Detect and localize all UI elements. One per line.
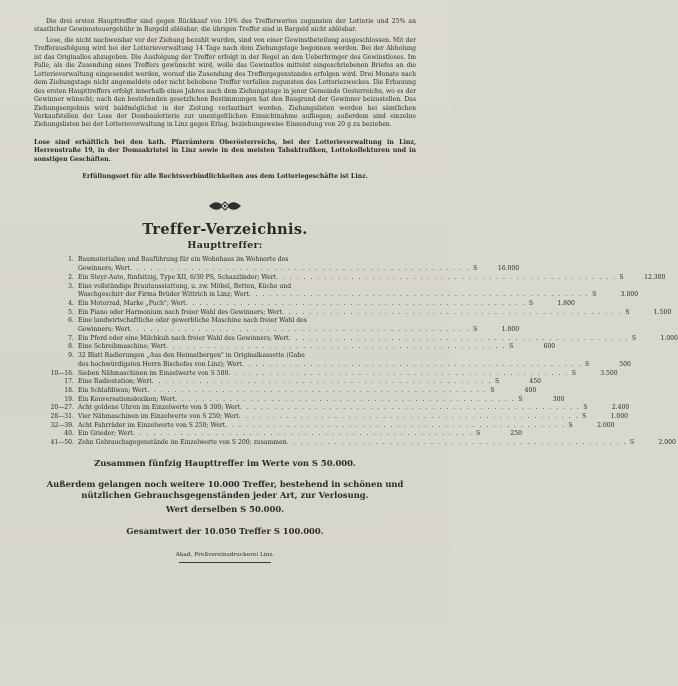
currency-symbol: S bbox=[490, 386, 495, 394]
prize-description bbox=[78, 430, 473, 439]
dot-leader: . . . . . . . . . . . . . . . . . . . . . . . . . . . . . . . . . . . . . . . . . . . . . . . . . . bbox=[129, 326, 471, 334]
prize-row bbox=[34, 343, 556, 352]
dot-leader: . . . . . . . . . . . . . . . . . . . . . . . . . . . . . . . . . . . . . . . . . . . . . . . . . . bbox=[248, 291, 590, 299]
prize-number: 1. bbox=[68, 256, 74, 264]
prize-description-line: Baumaterialien und Bauführung für ein Wohnhaus im Wohnorte des bbox=[78, 256, 289, 264]
prize-amount: 2.400 bbox=[611, 404, 630, 412]
dot-leader: . . . . . . . . . . . . . . . . . . . . . . . . . . . . . . . . . . . . . . . . . . . . . . . . . . bbox=[165, 343, 507, 351]
prize-description bbox=[78, 300, 526, 309]
prize-number: 17. bbox=[64, 378, 74, 386]
prize-row bbox=[34, 334, 678, 344]
currency-symbol: S bbox=[518, 395, 523, 403]
prize-description bbox=[78, 309, 622, 318]
prize-row bbox=[34, 378, 541, 387]
dot-leader: . . . . . . . . . . . . . . . . . . . . . . . . . . . . . . . . . . . . . . . . . . . . . . . . . . bbox=[225, 421, 566, 429]
additional-prizes-note: Außerdem gelangen noch weitere 10.000 Treffer, bestehend in schönen und nützlichen Gebrauchsgegenständen jeder Art, zur Verlosung. bbox=[46, 478, 404, 500]
prize-number: 10—16. bbox=[50, 369, 74, 377]
prize-description-line: Acht goldene Uhren im Einzelwerte von S 300; Wert bbox=[78, 404, 240, 412]
prize-row bbox=[34, 439, 676, 448]
prize-description-line: Ein Schlafdiwan; Wert bbox=[78, 386, 147, 394]
prize-description bbox=[78, 378, 492, 387]
dot-leader: . . . . . . . . . . . . . . . . . . . . . . . . . . . . . . . . . . . . . . . . . . . . . . . . . . bbox=[129, 265, 471, 273]
prize-amount: 12.300 bbox=[644, 273, 666, 281]
dot-leader: . . . . . . . . . . . . . . . . . . . . . . . . . . . . . . . . . . . . . . . . . . . . . . . . . . bbox=[185, 299, 526, 307]
dot-leader: . . . . . . . . . . . . . . . . . . . . . . . . . . . . . . . . . . . . . . . . . . . . . . . . . . bbox=[276, 273, 617, 281]
prize-description-line: Ein Motorrad, Marke „Puch"; Wert bbox=[78, 299, 186, 307]
prize-description-line: Vier Nähmaschinen im Einzelwerte von S 250; Wert bbox=[78, 413, 239, 421]
currency-symbol: S bbox=[494, 378, 500, 386]
prize-description-line: Acht Fahrräder im Einzelwerte von S 250; Wert bbox=[78, 421, 226, 429]
prize-amount: 16.000 bbox=[497, 265, 520, 273]
prize-row bbox=[34, 413, 629, 422]
fleuron-icon bbox=[34, 197, 416, 209]
dot-leader: . . . . . . . . . . . . . . . . . . . . . . . . . . . . . . . . . . . . . . . . . . . . . . . . . . bbox=[286, 439, 627, 447]
prize-amount: 450 bbox=[529, 378, 541, 386]
currency-symbol: S bbox=[571, 369, 576, 377]
prize-row bbox=[34, 317, 520, 334]
currency-symbol: S bbox=[473, 265, 478, 273]
prize-description bbox=[78, 343, 506, 352]
prize-description-line: des hochwürdigsten Herrn Bischofes von Linz); Wert bbox=[78, 360, 242, 368]
dot-leader: . . . . . . . . . . . . . . . . . . . . . . . . . . . . . . . . . . . . . . . . . . . . . . . . . . bbox=[281, 308, 623, 316]
dot-leader: . . . . . . . . . . . . . . . . . . . . . . . . . . . . . . . . . . . . . . . . . . . . . . . . . . bbox=[239, 404, 581, 412]
prize-amount: 3.000 bbox=[620, 291, 639, 299]
dot-leader: . . . . . . . . . . . . . . . . . . . . . . . . . . . . . . . . . . . . . . . . . . . . . . . . . . bbox=[238, 413, 580, 421]
prize-description-line: Ein Konversationslexikon; Wert bbox=[78, 395, 176, 403]
prize-row bbox=[34, 421, 615, 431]
currency-symbol: S bbox=[473, 326, 478, 334]
prize-description bbox=[78, 439, 627, 448]
dot-leader: . . . . . . . . . . . . . . . . . . . . . . . . . . . . . . . . . . . . . . . . . . . . . . . . . . bbox=[132, 430, 474, 438]
jurisdiction-note: Erfüllungsort für alle Rechtsverbindlichkeiten aus dem Lotteriegeschäfte ist Linz. bbox=[82, 173, 368, 181]
prize-row bbox=[34, 282, 639, 300]
prize-number: 7. bbox=[68, 334, 74, 342]
printer-imprint: Akad. Preßvereinsdruckerei Linz. bbox=[175, 551, 275, 558]
prize-description bbox=[78, 387, 487, 396]
currency-symbol: S bbox=[592, 291, 597, 299]
prize-description bbox=[78, 256, 470, 273]
prize-list-title: Treffer-Verzeichnis. bbox=[142, 221, 308, 239]
dot-leader: . . . . . . . . . . . . . . . . . . . . . . . . . . . . . . . . . . . . . . . . . . . . . . . . . . bbox=[288, 334, 629, 342]
additional-prizes-value: Wert derselben S 50.000. bbox=[165, 503, 285, 514]
prize-amount: 500 bbox=[619, 360, 631, 368]
prize-amount: 2.000 bbox=[597, 421, 615, 429]
prize-description-line: Gewinners; Wert bbox=[78, 265, 130, 273]
prize-row bbox=[34, 369, 618, 379]
prize-amount: 1.000 bbox=[610, 413, 629, 421]
dot-leader: . . . . . . . . . . . . . . . . . . . . . . . . . . . . . . . . . . . . . . . . . . . . . . . . . . bbox=[151, 378, 492, 386]
dot-leader: . . . . . . . . . . . . . . . . . . . . . . . . . . . . . . . . . . . . . . . . . . . . . . . . . . bbox=[241, 360, 582, 368]
prize-description bbox=[78, 422, 566, 431]
prize-row bbox=[34, 256, 520, 273]
dot-leader: . . . . . . . . . . . . . . . . . . . . . . . . . . . . . . . . . . . . . . . . . . . . . . . . . . bbox=[228, 369, 569, 377]
currency-symbol: S bbox=[568, 421, 573, 429]
prize-number: 4. bbox=[68, 299, 74, 307]
prize-description-line: Eine Schreibmaschine; Wert bbox=[78, 343, 166, 351]
prize-amount: 1.000 bbox=[501, 326, 520, 334]
bottom-rule bbox=[179, 562, 271, 563]
prize-number: 41—50. bbox=[50, 439, 74, 447]
currency-symbol: S bbox=[583, 404, 588, 412]
main-prizes-summary: Zusammen fünfzig Haupttreffer im Werte von S 50.000. bbox=[94, 457, 356, 468]
prize-description-line: Gewinners; Wert bbox=[78, 326, 130, 334]
prize-number: 18. bbox=[64, 386, 74, 394]
currency-symbol: S bbox=[619, 273, 624, 281]
prize-row bbox=[34, 299, 575, 309]
prize-row bbox=[34, 273, 666, 283]
currency-symbol: S bbox=[582, 413, 587, 421]
prize-number: 3. bbox=[68, 282, 74, 290]
prize-number: 19. bbox=[64, 395, 74, 403]
prize-row bbox=[34, 386, 537, 396]
prize-description-line: Waschgeschirr der Firma Brüder Wittrich in Linz; Wert bbox=[78, 291, 249, 299]
prize-description-line: Ein Steyr-Auto, fünfsitzig, Type XII, 6/30 PS, Schazzlinder; Wert bbox=[78, 273, 277, 281]
prize-amount: 250 bbox=[510, 430, 523, 438]
prize-description bbox=[78, 352, 582, 369]
prize-description-line: Ein Pferd oder eine Milchkuh nach freier Wahl des Gewinners; Wert bbox=[78, 334, 289, 342]
prize-list bbox=[34, 256, 678, 447]
prize-description bbox=[78, 413, 579, 422]
dot-leader: . . . . . . . . . . . . . . . . . . . . . . . . . . . . . . . . . . . . . . . . . . . . . . . . . . bbox=[146, 386, 488, 394]
dot-leader: . . . . . . . . . . . . . . . . . . . . . . . . . . . . . . . . . . . . . . . . . . . . . . . . . . bbox=[175, 395, 516, 403]
prize-description bbox=[78, 370, 569, 379]
prize-row bbox=[34, 404, 630, 413]
prize-description bbox=[78, 317, 470, 334]
prize-description bbox=[78, 404, 580, 413]
prize-description-line: Ein Piano oder Harmonium nach freier Wahl des Gewinners; Wert bbox=[78, 308, 282, 316]
currency-symbol: S bbox=[631, 334, 637, 342]
prize-number: 20—27. bbox=[50, 404, 74, 412]
currency-symbol: S bbox=[584, 360, 590, 368]
prize-description-line: Eine vollständige Brautausstattung, u. zw. Möbel, Betten, Küche und bbox=[78, 282, 292, 290]
prize-description-line: Eine landwirtschaftliche oder gewerbliche Maschine nach freier Wahl des bbox=[78, 317, 307, 325]
currency-symbol: S bbox=[509, 343, 514, 351]
prize-row bbox=[34, 308, 672, 318]
currency-symbol: S bbox=[528, 299, 534, 307]
prize-row bbox=[34, 352, 631, 369]
main-prizes-heading: Haupttreffer: bbox=[187, 240, 263, 252]
prize-description bbox=[78, 274, 616, 283]
prize-description-line: Sieben Nähmaschinen im Einzelwerte von S 500 bbox=[78, 369, 229, 377]
prize-amount: 1.500 bbox=[653, 308, 672, 316]
currency-symbol: S bbox=[625, 308, 630, 316]
prize-amount: 2.000 bbox=[658, 439, 676, 447]
prize-number: 2. bbox=[68, 273, 74, 281]
intro-paragraph-2: Lose, die nicht nachweisbar vor der Ziehung bezahlt wurden, sind von einer Gewinstbeteilung ausgeschlossen. Mit der Trefferausfolgung wird bei der Lotterieverwaltung 14 Tage nach dem Ziehungstage begonnen werden. Bei der Abholung ist das Originallos abzugeben. Die Ausfolgung der Treffer erfolgt in der Regel an den Ueberbringer des Gewinstloses. Im Falle, als die Zusendung eines Treffers gewünscht wird, wolle das Gewinstlos mittelst eingeschriebenen Briefes an die Lotterieverwaltung eingesendet werden, worauf die Zusendung des Treffergegenstandes erfolgen wird. Drei Monate nach dem Ziehungstage nicht angemeldete oder nicht behobene Treffer verfallen zugunsten des Lotteriezweckes. Die Erbauung des ersten Haupttreffers erfolgt innerhalb eines Jahres nach dem Ziehungstage in jener Gemeinde Oesterreichs, wo es der Gewinner wünscht; nach den bestehenden gesetzlichen Bestimmungen hat den Baugrund der Gewinner beizustellen. Das Ziehungsergebnis wird baldmöglichst in der Zeitung verlautbart werden. Ziehungslisten werden bei sämtlichen Verkaufstellen der Lose der Dombaulotterie zur unentgeltlichen Einsichtnahme aufliegen; außerdem sind einzelne Ziehungslisten bei der Lotterieverwaltung in Linz gegen Erlag, beziehungsweise Einsendung von 20 g zu beziehen. bbox=[34, 36, 416, 129]
prize-number: 8. bbox=[68, 343, 74, 351]
prize-amount: 1.800 bbox=[557, 299, 575, 307]
prize-row bbox=[34, 430, 523, 439]
prize-amount: 400 bbox=[524, 386, 537, 394]
prize-amount: 300 bbox=[552, 395, 565, 403]
prize-description-line: Zehn Gebrauchsgegenstände im Einzelwerte von S 200; zusammen bbox=[78, 439, 287, 447]
prize-number: 6. bbox=[68, 317, 74, 325]
prize-number: 9. bbox=[68, 352, 74, 360]
prize-description bbox=[78, 283, 589, 300]
prize-description-line: 32 Blatt Radierungen „Aus den Heimatbergen" in Originalkassette (Gabe bbox=[78, 352, 305, 360]
currency-symbol: S bbox=[476, 430, 481, 438]
prize-amount: 3.500 bbox=[600, 369, 618, 377]
intro-paragraph-1: Die drei ersten Haupttreffer sind gegen Rückkauf von 10% des Trefferwertes zugunsten der Lotterie und 25% an staatlicher Gewinnsteuergebühr in Bargeld ablösbar; die übrigen Treffer sind in Bargeld nicht ablösbar. bbox=[34, 18, 416, 34]
prize-row bbox=[34, 395, 565, 405]
prize-description bbox=[78, 396, 515, 405]
prize-amount: 600 bbox=[543, 343, 556, 351]
prize-description-line: Ein Grieder; Wert bbox=[78, 430, 133, 438]
total-value: Gesamtwert der 10.050 Treffer S 100.000. bbox=[126, 525, 324, 536]
prize-description-line: Eine Radiostation; Wert bbox=[78, 378, 152, 386]
prize-amount: 1.000 bbox=[660, 334, 678, 342]
currency-symbol: S bbox=[629, 439, 635, 447]
sales-note: Lose sind erhältlich bei den kath. Pfarrämtern Oberösterreichs, bei der Lotterieverwaltung in Linz, Herrenstraße 19, in der Domsakristei in Linz sowie in den meisten Tabaktrafiken, Lottokollekturen und in sonstigen Geschäften. bbox=[34, 138, 416, 163]
prize-number: 5. bbox=[68, 308, 74, 316]
prize-description bbox=[78, 335, 629, 344]
prize-number: 32—39. bbox=[50, 421, 74, 429]
prize-number: 40. bbox=[64, 430, 74, 438]
prize-number: 28—31. bbox=[50, 413, 74, 421]
